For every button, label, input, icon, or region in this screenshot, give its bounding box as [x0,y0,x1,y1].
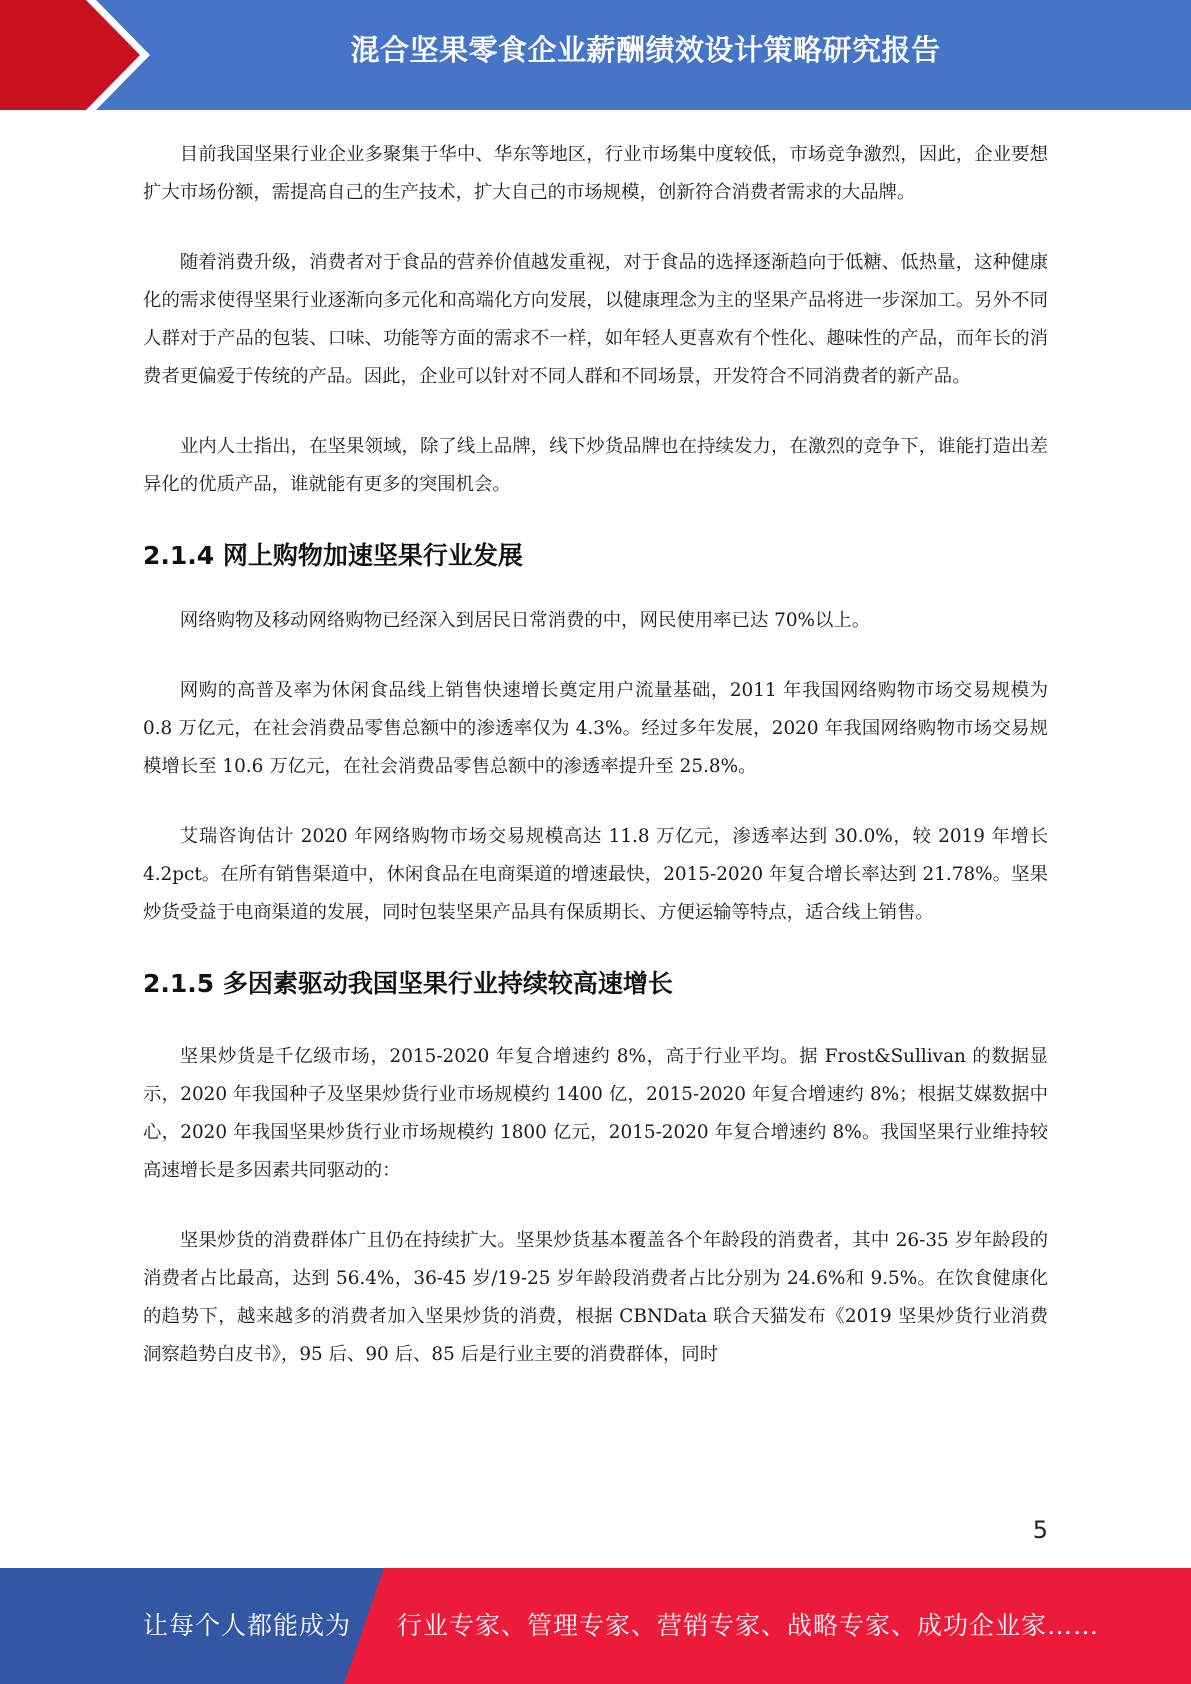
section-heading-2-1-5: 2.1.5 多因素驱动我国坚果行业持续较高速增长 [143,969,673,998]
footer-slogan-right: 行业专家、管理专家、营销专家、战略专家、成功企业家…… [397,1611,1100,1640]
paragraph-4: 网络购物及移动网络购物已经深入到居民日常消费的中，网民使用率已达 70%以上。 [179,610,871,631]
paragraph-8: 坚果炒货的消费群体广且仍在持续扩大。坚果炒货基本覆盖各个年龄段的消费者，其中 26-35 岁年龄段的消费者占比最高，达到 56.4%，36-45 岁/19-25 岁年龄段消费者占比分别为 24.6%和 9.5%。在饮食健康化的趋势下，越来越多的消费者加入坚果炒货的消费，根据 CBNData 联合天猫发布《2019 坚果炒货行业消费洞察趋势白皮书》，95 后、90 后、85 后是行业主要的消费群体，同时 [143,1230,1048,1365]
section-heading-2-1-4: 2.1.4 网上购物加速坚果行业发展 [143,541,523,570]
paragraph-5: 网购的高普及率为休闲食品线上销售快速增长奠定用户流量基础，2011 年我国网络购物市场交易规模为 0.8 万亿元，在社会消费品零售总额中的渗透率仅为 4.3%。经过多年发展，2020 年我国网络购物市场交易规模增长至 10.6 万亿元，在社会消费品零售总额中的渗透率提升至 25.8%。 [143,680,1048,777]
paragraph-6: 艾瑞咨询估计 2020 年网络购物市场交易规模高达 11.8 万亿元，渗透率达到 30.0%，较 2019 年增长 4.2pct。在所有销售渠道中，休闲食品在电商渠道的增速最快，2015-2020 年复合增长率达到 21.78%。坚果炒货受益于电商渠道的发展，同时包装坚果产品具有保质期长、方便运输等特点，适合线上销售。 [143,826,1048,923]
paragraph-2: 随着消费升级，消费者对于食品的营养价值越发重视，对于食品的选择逐渐趋向于低糖、低热量，这种健康化的需求使得坚果行业逐渐向多元化和高端化方向发展，以健康理念为主的坚果产品将进一步深加工。另外不同人群对于产品的包装、口味、功能等方面的需求不一样，如年轻人更喜欢有个性化、趣味性的产品，而年长的消费者更偏爱于传统的产品。因此，企业可以针对不同人群和不同场景，开发符合不同消费者的新产品。 [143,252,1048,387]
paragraph-1: 目前我国坚果行业企业多聚集于华中、华东等地区，行业市场集中度较低，市场竞争激烈，因此，企业要想扩大市场份额，需提高自己的生产技术，扩大自己的市场规模，创新符合消费者需求的大品牌。 [143,144,1048,203]
footer-slogan-left: 让每个人都能成为 [143,1611,352,1640]
page-number: 5 [1032,1516,1048,1544]
header-red-chevron [0,0,150,110]
page-body [143,136,1048,1406]
paragraph-3: 业内人士指出，在坚果领域，除了线上品牌，线下炒货品牌也在持续发力，在激烈的竞争下，谁能打造出差异化的优质产品，谁就能有更多的突围机会。 [143,436,1048,495]
paragraph-7: 坚果炒货是千亿级市场，2015-2020 年复合增速约 8%，高于行业平均。据 Frost&Sullivan 的数据显示，2020 年我国种子及坚果炒货行业市场规模约 1400 亿，2015-2020 年复合增速约 8%；根据艾媒数据中心，2020 年我国坚果炒货行业市场规模约 1800 亿元，2015-2020 年复合增速约 8%。我国坚果行业维持较高速增长是多因素共同驱动的： [143,1046,1048,1181]
header-banner [0,0,1191,110]
report-title: 混合坚果零食企业薪酬绩效设计策略研究报告 [350,33,941,67]
footer-banner [0,1568,1191,1684]
